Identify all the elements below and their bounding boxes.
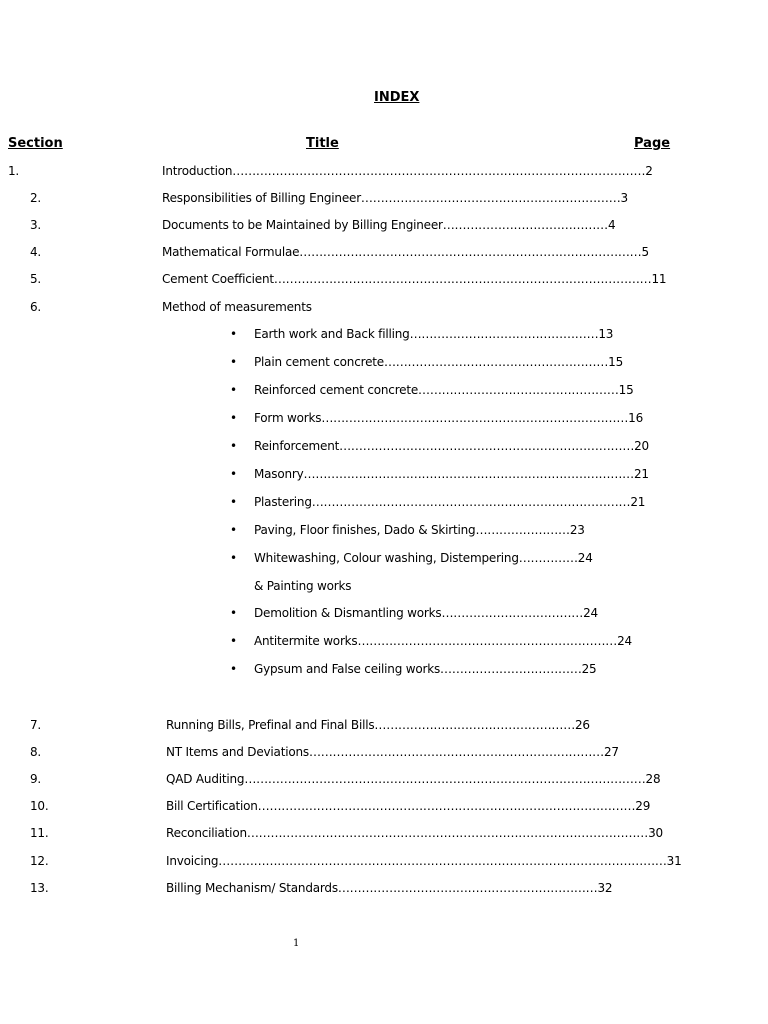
bullet-icon: • — [230, 495, 238, 509]
section-title-entry: Documents to be Maintained by Billing Engineer……………………………………4 — [162, 218, 616, 232]
section-number: 4. — [30, 245, 42, 259]
section-title-entry: Reconciliation…………………………………………………………………………………………30 — [166, 826, 663, 840]
sub-item-entry: Plastering………………………………………………………………………21 — [254, 495, 646, 509]
section-number: 3. — [30, 218, 42, 232]
section-title-entry: Bill Certification……………………………………………………………………………………29 — [166, 799, 651, 813]
section-title-entry: Billing Mechanism/ Standards…………………………………………………………32 — [166, 881, 613, 895]
bullet-icon: • — [230, 662, 238, 676]
sub-item-entry: Whitewashing, Colour washing, Distempering……………24 — [254, 551, 593, 565]
sub-item-entry: Gypsum and False ceiling works………………………………25 — [254, 662, 597, 676]
section-number: 12. — [30, 854, 49, 868]
bullet-icon: • — [230, 439, 238, 453]
bullet-icon: • — [230, 355, 238, 369]
section-title-entry: Running Bills, Prefinal and Final Bills……………………………………………26 — [166, 718, 590, 732]
section-number: 13. — [30, 881, 49, 895]
section-title-entry: Mathematical Formulae……………………………………………………………………………5 — [162, 245, 649, 259]
section-title-entry: Method of measurements — [162, 300, 312, 314]
section-number: 2. — [30, 191, 42, 205]
section-number: 10. — [30, 799, 49, 813]
section-title-entry: Introduction……………………………………………………………………………………………2 — [162, 164, 653, 178]
bullet-icon: • — [230, 383, 238, 397]
section-number: 6. — [30, 300, 42, 314]
section-number: 11. — [30, 826, 49, 840]
bullet-icon: • — [230, 411, 238, 425]
bullet-icon: • — [230, 327, 238, 341]
sub-item-entry: Masonry…………………………………………………………………………21 — [254, 467, 649, 481]
section-number: 9. — [30, 772, 42, 786]
sub-item-entry: Form works……………………………………………………………………16 — [254, 411, 644, 425]
bullet-icon: • — [230, 634, 238, 648]
section-number: 1. — [8, 164, 20, 178]
sub-item-entry: Earth work and Back filling…………………………………………13 — [254, 327, 614, 341]
sub-item-continuation: & Painting works — [254, 579, 352, 593]
bullet-icon: • — [230, 606, 238, 620]
bullet-icon: • — [230, 467, 238, 481]
bullet-icon: • — [230, 551, 238, 565]
page-column-header: Page — [634, 136, 671, 151]
section-number: 5. — [30, 272, 42, 286]
section-title-entry: Invoicing……………………………………………………………………………………………………31 — [166, 854, 682, 868]
section-number: 7. — [30, 718, 42, 732]
section-title-entry: Cement Coefficient……………………………………………………………………………………11 — [162, 272, 667, 286]
index-heading: INDEX — [374, 90, 420, 105]
sub-item-entry: Plain cement concrete…………………………………………………15 — [254, 355, 624, 369]
sub-item-entry: Paving, Floor finishes, Dado & Skirting……………………23 — [254, 523, 585, 537]
section-title-entry: NT Items and Deviations…………………………………………………………………27 — [166, 745, 619, 759]
bullet-icon: • — [230, 523, 238, 537]
section-number: 8. — [30, 745, 42, 759]
section-title-entry: Responsibilities of Billing Engineer…………………………………………………………3 — [162, 191, 628, 205]
sub-item-entry: Demolition & Dismantling works………………………………24 — [254, 606, 598, 620]
sub-item-entry: Reinforcement…………………………………………………………………20 — [254, 439, 649, 453]
section-column-header: Section — [8, 136, 63, 151]
section-title-entry: QAD Auditing…………………………………………………………………………………………28 — [166, 772, 661, 786]
title-column-header: Title — [306, 136, 339, 151]
sub-item-entry: Reinforced cement concrete……………………………………………15 — [254, 383, 634, 397]
sub-item-entry: Antitermite works…………………………………………………………24 — [254, 634, 632, 648]
page-number: 1 — [293, 938, 300, 949]
